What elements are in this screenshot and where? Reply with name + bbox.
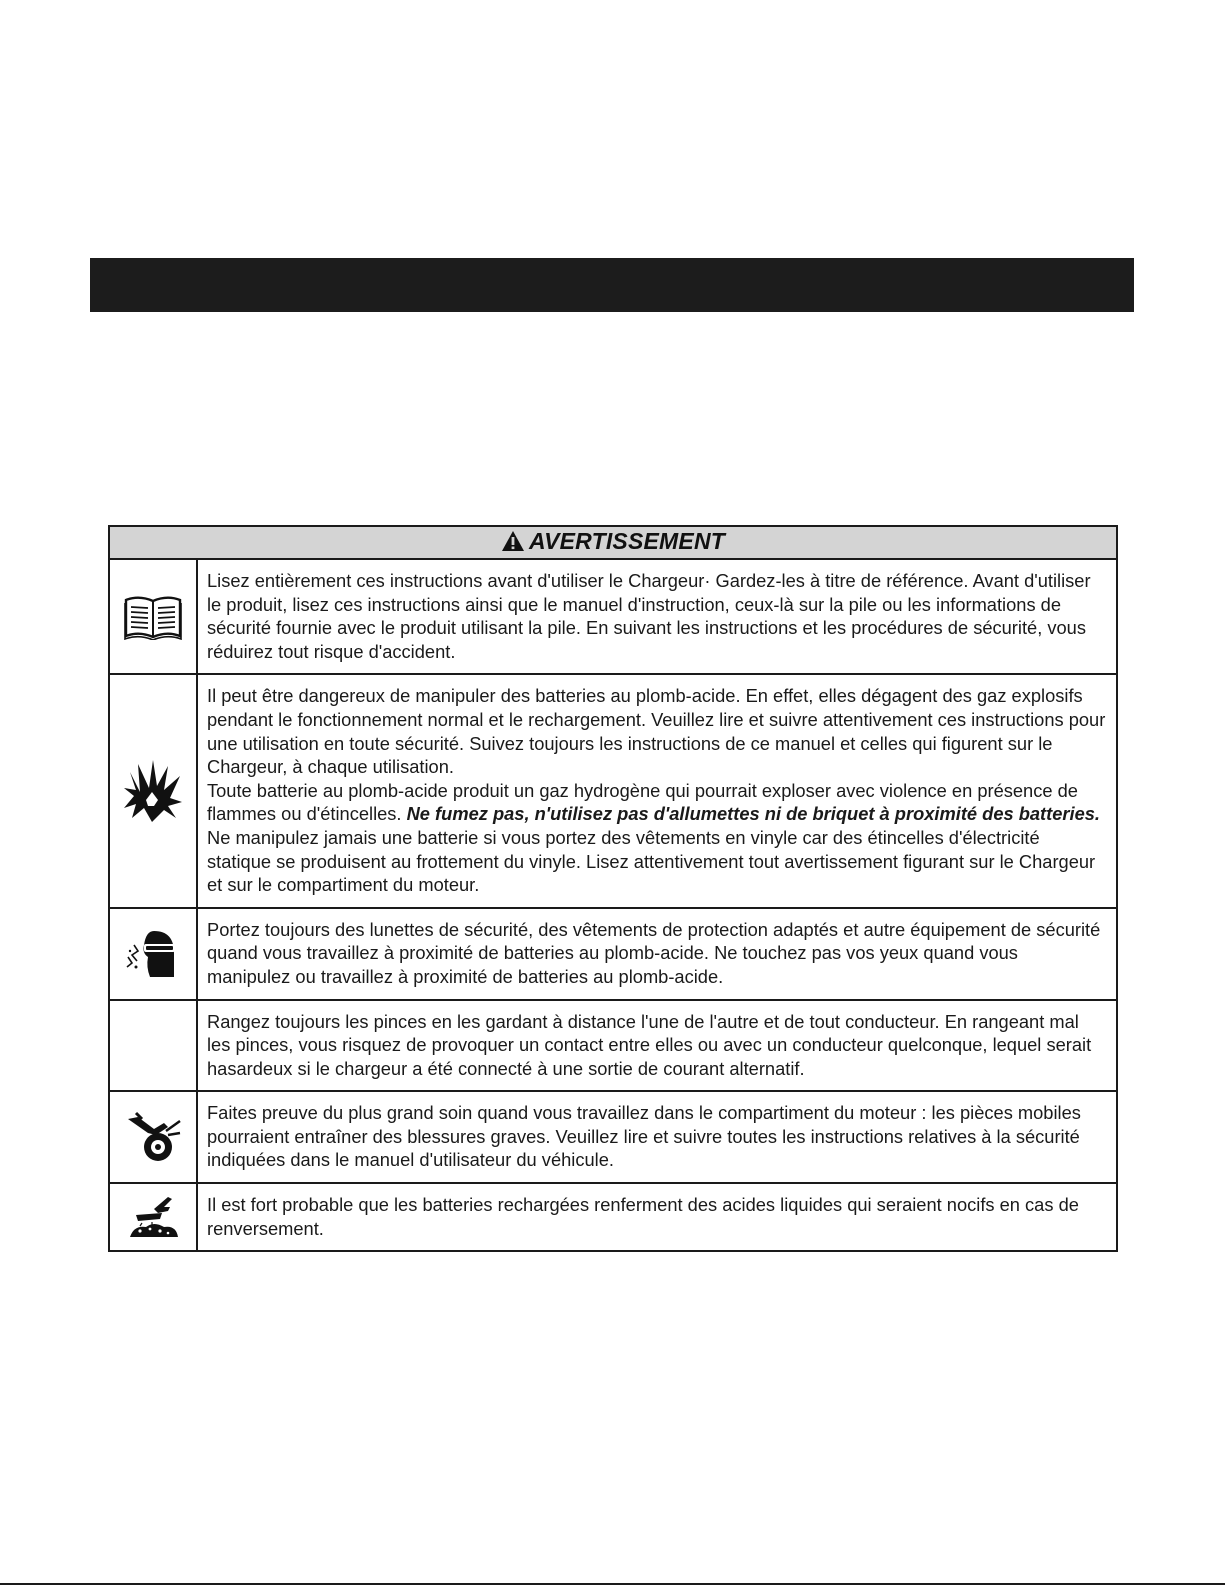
warning-text: Rangez toujours les pinces en les gardant à distance l'une de l'autre et de tout conducteur. En rangeant mal les pinces, vous risquez de provoquer un contact entre elles ou avec un conducteur quelconque, lequel serait hasardeux si le chargeur a été connecté à une sortie de courant alternatif. (207, 1010, 1092, 1079)
icon-cell (109, 1183, 197, 1251)
icon-cell (109, 674, 197, 907)
warning-heading (501, 528, 725, 555)
warning-text-cell (197, 1000, 1117, 1092)
warning-title: AVERTISSEMENT (529, 527, 725, 554)
acid-spill-icon (110, 1193, 196, 1241)
warning-text: Il est fort probable que les batteries rechargées renferment des acides liquides qui seraient nocifs en cas de renversement. (207, 1194, 1079, 1239)
icon-cell (109, 1000, 197, 1092)
explosion-icon (110, 758, 196, 824)
icon-cell (109, 1091, 197, 1183)
safety-goggles-icon (110, 927, 196, 981)
warning-header (109, 526, 1117, 559)
warning-row (109, 559, 1117, 674)
warning-text-part: Ne manipulez jamais une batterie si vous portez des vêtements en vinyle car des étincelles d'électricité statique se produisent au frottement du vinyle. Lisez attentivement tout avertissement figurant sur le Chargeur et sur le compartiment du moteur. (207, 826, 1096, 896)
icon-cell (109, 559, 197, 674)
moving-parts-icon (110, 1109, 196, 1165)
warning-row (109, 674, 1117, 907)
icon-cell (109, 908, 197, 1000)
warning-text-cell (197, 1183, 1117, 1251)
warning-row (109, 1091, 1117, 1183)
warning-text: Il peut être dangereux de manipuler des batteries au plomb-acide. En effet, elles dégagent des gaz explosifs pendant le fonctionnement normal et le rechargement. Veuillez lire et suivre attentivement ces instructions pour une utilisation en toute sécurité. Suivez toujours les instructions de ce manuel et celles qui figurent sur le Chargeur, à chaque utilisation. (207, 685, 1106, 778)
warning-text-cell (197, 908, 1117, 1000)
warning-triangle-icon (501, 530, 525, 552)
warning-text-emphasis: Ne fumez pas, n'utilisez pas d'allumettes ni de briquet à proximité des batteries. (406, 803, 1101, 825)
warning-text (207, 779, 1106, 897)
section-header-bar (90, 258, 1134, 312)
manual-book-icon (110, 594, 196, 640)
warning-text: Faites preuve du plus grand soin quand vous travaillez dans le compartiment du moteur : les pièces mobiles pourraient entraîner des blessures graves. Veuillez lire et suivre toutes les instructions relatives à la sécurité indiquées dans le manuel d'utilisateur du véhicule. (207, 1102, 1081, 1171)
warning-row (109, 1000, 1117, 1092)
warning-header-row (109, 526, 1117, 559)
warning-text: Lisez entièrement ces instructions avant d'utiliser le Chargeur· Gardez-les à titre de référence. Avant d'utiliser le produit, lisez ces instructions ainsi que le manuel d'instruction, ceux-là sur la pile ou les informations de sécurité fournie avec le produit utilisant la pile. En suivant les instructions et les procédures de sécurité, vous réduirez tout risque d'accident. (207, 570, 1091, 662)
warning-text: Portez toujours des lunettes de sécurité, des vêtements de protection adaptés et autre équipement de sécurité quand vous travaillez à proximité de batteries au plomb-acide. Ne touchez pas vos yeux quand vous manipulez ou travaillez à proximité de batteries au plomb-acide. (207, 918, 1101, 987)
warning-row (109, 908, 1117, 1000)
warning-row (109, 1183, 1117, 1251)
warning-text-cell (197, 1091, 1117, 1183)
warning-table (108, 525, 1118, 1252)
warning-text-part: Toute batterie au plomb-acide produit un gaz hydrogène qui pourrait exploser avec violence en présence de flammes ou d'étincelles. (207, 779, 1078, 825)
warning-text-cell (197, 559, 1117, 674)
warning-text-cell (197, 674, 1117, 907)
